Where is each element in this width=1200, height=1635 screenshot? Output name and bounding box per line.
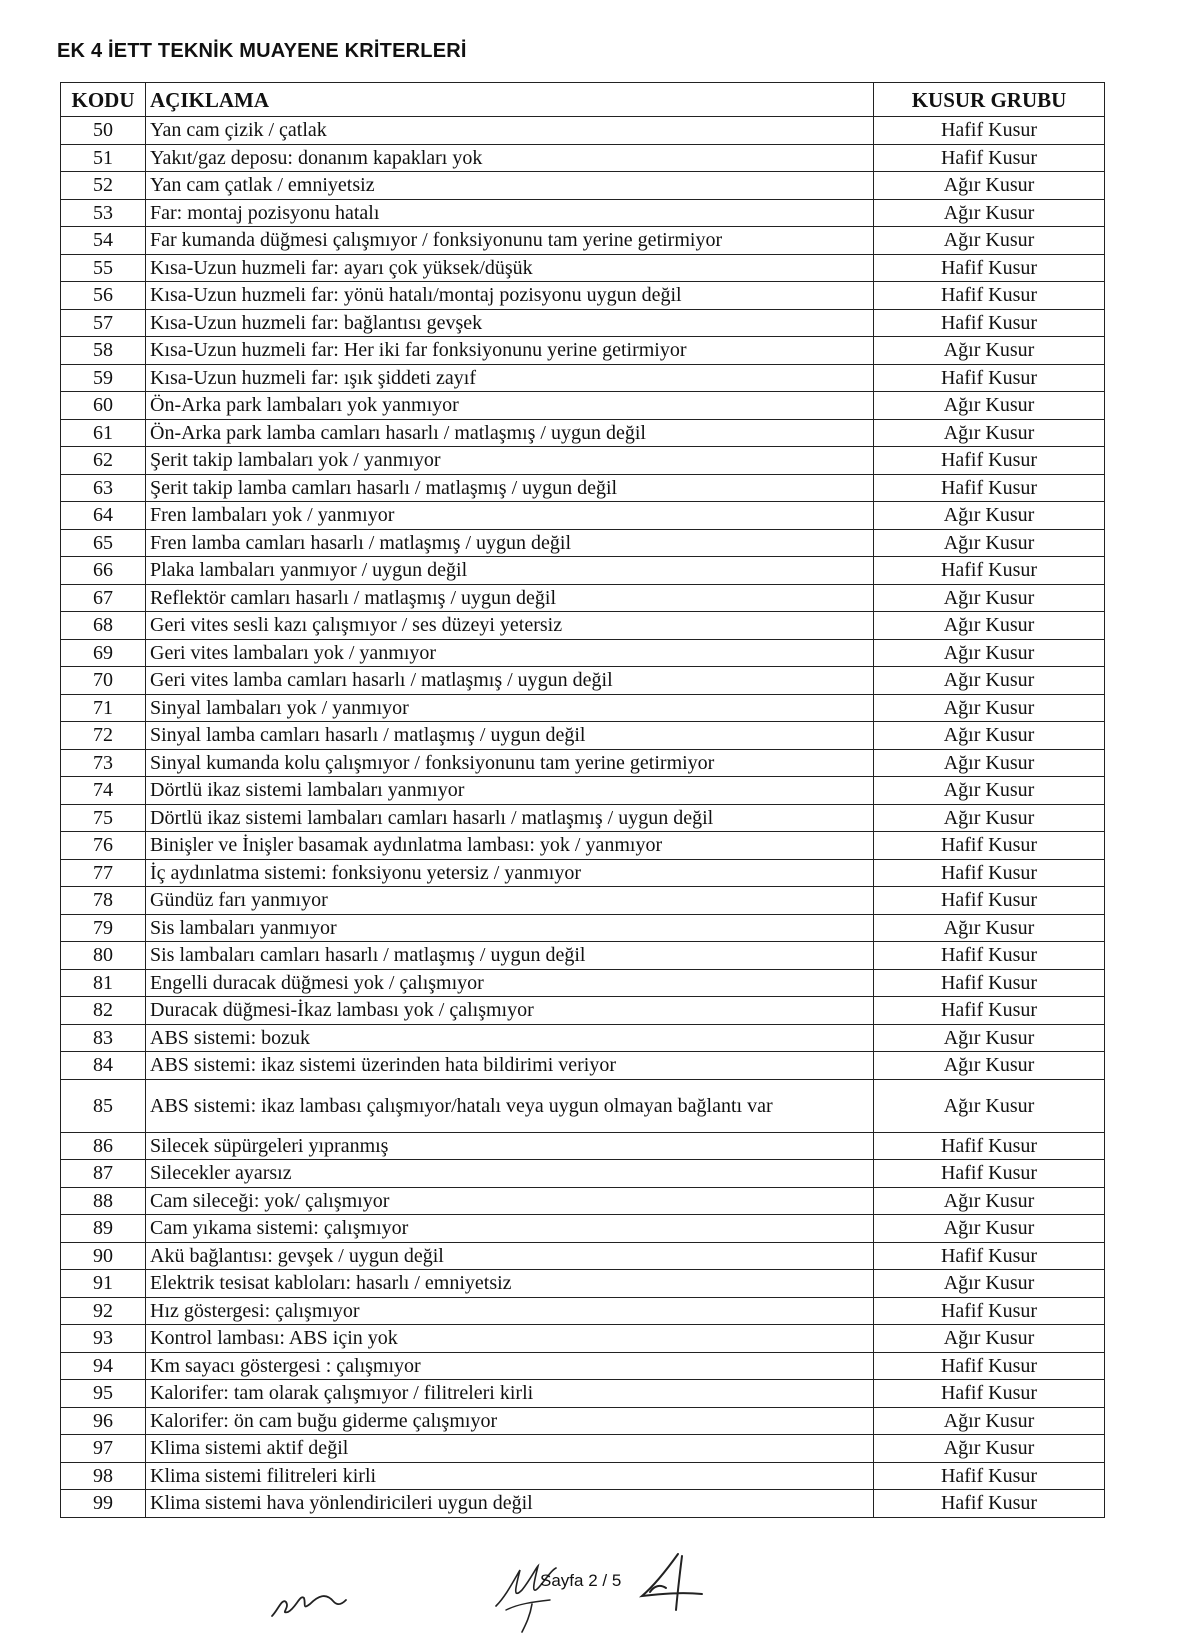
cell-code: 79 (61, 914, 146, 942)
column-header-defect-group: KUSUR GRUBU (874, 83, 1105, 117)
cell-description: Klima sistemi aktif değil (146, 1435, 874, 1463)
cell-defect-group: Ağır Kusur (874, 1215, 1105, 1243)
table-row (61, 914, 1105, 942)
cell-defect-group: Ağır Kusur (874, 1187, 1105, 1215)
cell-description: Yan cam çatlak / emniyetsiz (146, 172, 874, 200)
cell-description: Kısa-Uzun huzmeli far: ayarı çok yüksek/düşük (146, 254, 874, 282)
table-row (61, 144, 1105, 172)
cell-defect-group: Hafif Kusur (874, 557, 1105, 585)
table-row (61, 969, 1105, 997)
cell-defect-group: Ağır Kusur (874, 1052, 1105, 1080)
table-row (61, 447, 1105, 475)
table-row (61, 1242, 1105, 1270)
cell-code: 96 (61, 1407, 146, 1435)
table-row (61, 172, 1105, 200)
column-header-code: KODU (61, 83, 146, 117)
cell-code: 67 (61, 584, 146, 612)
cell-description: Engelli duracak düğmesi yok / çalışmıyor (146, 969, 874, 997)
cell-defect-group: Ağır Kusur (874, 1024, 1105, 1052)
table-row (61, 1024, 1105, 1052)
table-row (61, 337, 1105, 365)
cell-defect-group: Ağır Kusur (874, 529, 1105, 557)
cell-description: Silecek süpürgeleri yıpranmış (146, 1132, 874, 1160)
cell-description: Dörtlü ikaz sistemi lambaları yanmıyor (146, 777, 874, 805)
table-row (61, 1132, 1105, 1160)
cell-code: 75 (61, 804, 146, 832)
cell-code: 71 (61, 694, 146, 722)
cell-defect-group: Ağır Kusur (874, 199, 1105, 227)
cell-description: Reflektör camları hasarlı / matlaşmış / uygun değil (146, 584, 874, 612)
cell-description: Geri vites lamba camları hasarlı / matlaşmış / uygun değil (146, 667, 874, 695)
table-row (61, 502, 1105, 530)
table-row (61, 1407, 1105, 1435)
cell-code: 99 (61, 1490, 146, 1518)
cell-description: Km sayacı göstergesi : çalışmıyor (146, 1352, 874, 1380)
cell-code: 83 (61, 1024, 146, 1052)
cell-code: 77 (61, 859, 146, 887)
table-header-row (61, 83, 1105, 117)
cell-code: 74 (61, 777, 146, 805)
cell-defect-group: Ağır Kusur (874, 392, 1105, 420)
cell-code: 73 (61, 749, 146, 777)
cell-defect-group: Hafif Kusur (874, 474, 1105, 502)
cell-description: Klima sistemi filitreleri kirli (146, 1462, 874, 1490)
table-row (61, 1052, 1105, 1080)
cell-description: Yan cam çizik / çatlak (146, 117, 874, 145)
cell-defect-group: Hafif Kusur (874, 1490, 1105, 1518)
cell-defect-group: Ağır Kusur (874, 337, 1105, 365)
cell-code: 72 (61, 722, 146, 750)
cell-description: Kısa-Uzun huzmeli far: ışık şiddeti zayıf (146, 364, 874, 392)
table-row (61, 942, 1105, 970)
table-row (61, 1380, 1105, 1408)
table-row (61, 419, 1105, 447)
table-row (61, 749, 1105, 777)
cell-code: 81 (61, 969, 146, 997)
table-row (61, 1297, 1105, 1325)
cell-code: 90 (61, 1242, 146, 1270)
cell-code: 95 (61, 1380, 146, 1408)
table-row (61, 997, 1105, 1025)
cell-defect-group: Ağır Kusur (874, 419, 1105, 447)
cell-defect-group: Ağır Kusur (874, 584, 1105, 612)
cell-code: 60 (61, 392, 146, 420)
cell-defect-group: Hafif Kusur (874, 309, 1105, 337)
table-row (61, 1435, 1105, 1463)
cell-defect-group: Ağır Kusur (874, 612, 1105, 640)
cell-description: Sinyal kumanda kolu çalışmıyor / fonksiyonunu tam yerine getirmiyor (146, 749, 874, 777)
table-row (61, 887, 1105, 915)
cell-defect-group: Ağır Kusur (874, 227, 1105, 255)
cell-code: 82 (61, 997, 146, 1025)
table-row (61, 1325, 1105, 1353)
cell-code: 94 (61, 1352, 146, 1380)
table-row (61, 804, 1105, 832)
cell-code: 88 (61, 1187, 146, 1215)
table-row (61, 199, 1105, 227)
cell-defect-group: Ağır Kusur (874, 722, 1105, 750)
cell-description: Silecekler ayarsız (146, 1160, 874, 1188)
cell-code: 54 (61, 227, 146, 255)
cell-defect-group: Ağır Kusur (874, 1270, 1105, 1298)
cell-defect-group: Hafif Kusur (874, 1352, 1105, 1380)
cell-defect-group: Hafif Kusur (874, 254, 1105, 282)
cell-defect-group: Ağır Kusur (874, 694, 1105, 722)
cell-code: 93 (61, 1325, 146, 1353)
cell-description: Kısa-Uzun huzmeli far: yönü hatalı/montaj pozisyonu uygun değil (146, 282, 874, 310)
cell-defect-group: Hafif Kusur (874, 1462, 1105, 1490)
table-row (61, 612, 1105, 640)
cell-defect-group: Hafif Kusur (874, 969, 1105, 997)
cell-defect-group: Ağır Kusur (874, 172, 1105, 200)
cell-description: Fren lambaları yok / yanmıyor (146, 502, 874, 530)
table-row (61, 254, 1105, 282)
cell-code: 56 (61, 282, 146, 310)
cell-code: 59 (61, 364, 146, 392)
cell-code: 61 (61, 419, 146, 447)
cell-description: Far kumanda düğmesi çalışmıyor / fonksiyonunu tam yerine getirmiyor (146, 227, 874, 255)
cell-description: ABS sistemi: ikaz lambası çalışmıyor/hatalı veya uygun olmayan bağlantı var (146, 1079, 874, 1132)
cell-defect-group: Ağır Kusur (874, 804, 1105, 832)
cell-defect-group: Ağır Kusur (874, 777, 1105, 805)
cell-defect-group: Hafif Kusur (874, 887, 1105, 915)
table-row (61, 474, 1105, 502)
cell-code: 66 (61, 557, 146, 585)
cell-defect-group: Hafif Kusur (874, 144, 1105, 172)
table-row (61, 1187, 1105, 1215)
cell-description: Yakıt/gaz deposu: donanım kapakları yok (146, 144, 874, 172)
cell-description: Akü bağlantısı: gevşek / uygun değil (146, 1242, 874, 1270)
cell-description: Kalorifer: tam olarak çalışmıyor / filitreleri kirli (146, 1380, 874, 1408)
table-row (61, 832, 1105, 860)
cell-description: Cam yıkama sistemi: çalışmıyor (146, 1215, 874, 1243)
cell-code: 57 (61, 309, 146, 337)
criteria-table (60, 82, 1105, 1518)
cell-description: Sinyal lambaları yok / yanmıyor (146, 694, 874, 722)
cell-defect-group: Hafif Kusur (874, 364, 1105, 392)
cell-description: Kısa-Uzun huzmeli far: Her iki far fonksiyonunu yerine getirmiyor (146, 337, 874, 365)
cell-code: 62 (61, 447, 146, 475)
cell-defect-group: Hafif Kusur (874, 859, 1105, 887)
cell-description: Sinyal lamba camları hasarlı / matlaşmış / uygun değil (146, 722, 874, 750)
cell-description: ABS sistemi: bozuk (146, 1024, 874, 1052)
cell-code: 78 (61, 887, 146, 915)
table-row (61, 722, 1105, 750)
cell-description: Plaka lambaları yanmıyor / uygun değil (146, 557, 874, 585)
cell-description: Şerit takip lambaları yok / yanmıyor (146, 447, 874, 475)
cell-defect-group: Hafif Kusur (874, 117, 1105, 145)
cell-description: Kalorifer: ön cam buğu giderme çalışmıyor (146, 1407, 874, 1435)
table-row (61, 859, 1105, 887)
cell-defect-group: Ağır Kusur (874, 1435, 1105, 1463)
cell-code: 87 (61, 1160, 146, 1188)
table-row (61, 364, 1105, 392)
cell-code: 50 (61, 117, 146, 145)
cell-code: 65 (61, 529, 146, 557)
cell-defect-group: Hafif Kusur (874, 997, 1105, 1025)
cell-description: Ön-Arka park lambaları yok yanmıyor (146, 392, 874, 420)
cell-code: 91 (61, 1270, 146, 1298)
cell-description: İç aydınlatma sistemi: fonksiyonu yetersiz / yanmıyor (146, 859, 874, 887)
table-row (61, 1462, 1105, 1490)
table-row (61, 777, 1105, 805)
cell-code: 58 (61, 337, 146, 365)
cell-description: Şerit takip lamba camları hasarlı / matlaşmış / uygun değil (146, 474, 874, 502)
cell-defect-group: Hafif Kusur (874, 942, 1105, 970)
cell-description: Geri vites sesli kazı çalışmıyor / ses düzeyi yetersiz (146, 612, 874, 640)
table-row (61, 529, 1105, 557)
cell-code: 55 (61, 254, 146, 282)
table-row (61, 392, 1105, 420)
cell-code: 85 (61, 1079, 146, 1132)
cell-code: 53 (61, 199, 146, 227)
table-row (61, 584, 1105, 612)
cell-code: 97 (61, 1435, 146, 1463)
page-number: Sayfa 2 / 5 (540, 1571, 622, 1590)
table-row (61, 1490, 1105, 1518)
cell-defect-group: Hafif Kusur (874, 282, 1105, 310)
cell-description: Ön-Arka park lamba camları hasarlı / matlaşmış / uygun değil (146, 419, 874, 447)
table-row (61, 227, 1105, 255)
cell-description: ABS sistemi: ikaz sistemi üzerinden hata bildirimi veriyor (146, 1052, 874, 1080)
signature-left-icon (268, 1580, 348, 1622)
cell-defect-group: Ağır Kusur (874, 502, 1105, 530)
cell-defect-group: Ağır Kusur (874, 639, 1105, 667)
cell-description: Duracak düğmesi-İkaz lambası yok / çalışmıyor (146, 997, 874, 1025)
cell-code: 98 (61, 1462, 146, 1490)
cell-code: 51 (61, 144, 146, 172)
cell-defect-group: Hafif Kusur (874, 1242, 1105, 1270)
cell-description: Gündüz farı yanmıyor (146, 887, 874, 915)
cell-code: 64 (61, 502, 146, 530)
cell-code: 84 (61, 1052, 146, 1080)
cell-description: Far: montaj pozisyonu hatalı (146, 199, 874, 227)
cell-code: 63 (61, 474, 146, 502)
cell-defect-group: Ağır Kusur (874, 1079, 1105, 1132)
cell-description: Klima sistemi hava yönlendiricileri uygun değil (146, 1490, 874, 1518)
cell-defect-group: Ağır Kusur (874, 1325, 1105, 1353)
table-row (61, 117, 1105, 145)
cell-description: Sis lambaları yanmıyor (146, 914, 874, 942)
cell-code: 69 (61, 639, 146, 667)
table-row (61, 1352, 1105, 1380)
cell-defect-group: Ağır Kusur (874, 914, 1105, 942)
cell-description: Cam sileceği: yok/ çalışmıyor (146, 1187, 874, 1215)
cell-code: 86 (61, 1132, 146, 1160)
signature-right-icon (630, 1548, 710, 1618)
table-row (61, 282, 1105, 310)
column-header-description: AÇIKLAMA (146, 83, 874, 117)
cell-code: 80 (61, 942, 146, 970)
cell-defect-group: Hafif Kusur (874, 1132, 1105, 1160)
cell-description: Binişler ve İnişler basamak aydınlatma lambası: yok / yanmıyor (146, 832, 874, 860)
table-body (61, 117, 1105, 1518)
cell-code: 70 (61, 667, 146, 695)
cell-description: Hız göstergesi: çalışmıyor (146, 1297, 874, 1325)
cell-description: Kısa-Uzun huzmeli far: bağlantısı gevşek (146, 309, 874, 337)
cell-code: 89 (61, 1215, 146, 1243)
cell-defect-group: Hafif Kusur (874, 1160, 1105, 1188)
cell-defect-group: Hafif Kusur (874, 447, 1105, 475)
table-row (61, 1215, 1105, 1243)
cell-code: 92 (61, 1297, 146, 1325)
cell-description: Geri vites lambaları yok / yanmıyor (146, 639, 874, 667)
table-row (61, 694, 1105, 722)
cell-description: Fren lamba camları hasarlı / matlaşmış / uygun değil (146, 529, 874, 557)
table-row (61, 1270, 1105, 1298)
table-row (61, 667, 1105, 695)
table-row (61, 639, 1105, 667)
table-row (61, 1079, 1105, 1132)
table-row (61, 1160, 1105, 1188)
cell-defect-group: Hafif Kusur (874, 1380, 1105, 1408)
cell-defect-group: Hafif Kusur (874, 832, 1105, 860)
table-row (61, 309, 1105, 337)
cell-description: Kontrol lambası: ABS için yok (146, 1325, 874, 1353)
cell-description: Sis lambaları camları hasarlı / matlaşmış / uygun değil (146, 942, 874, 970)
cell-description: Dörtlü ikaz sistemi lambaları camları hasarlı / matlaşmış / uygun değil (146, 804, 874, 832)
page-title: EK 4 İETT TEKNİK MUAYENE KRİTERLERİ (57, 40, 467, 62)
cell-defect-group: Ağır Kusur (874, 749, 1105, 777)
cell-code: 52 (61, 172, 146, 200)
cell-description: Elektrik tesisat kabloları: hasarlı / emniyetsiz (146, 1270, 874, 1298)
cell-defect-group: Hafif Kusur (874, 1297, 1105, 1325)
cell-code: 68 (61, 612, 146, 640)
cell-defect-group: Ağır Kusur (874, 1407, 1105, 1435)
table-row (61, 557, 1105, 585)
cell-code: 76 (61, 832, 146, 860)
cell-defect-group: Ağır Kusur (874, 667, 1105, 695)
